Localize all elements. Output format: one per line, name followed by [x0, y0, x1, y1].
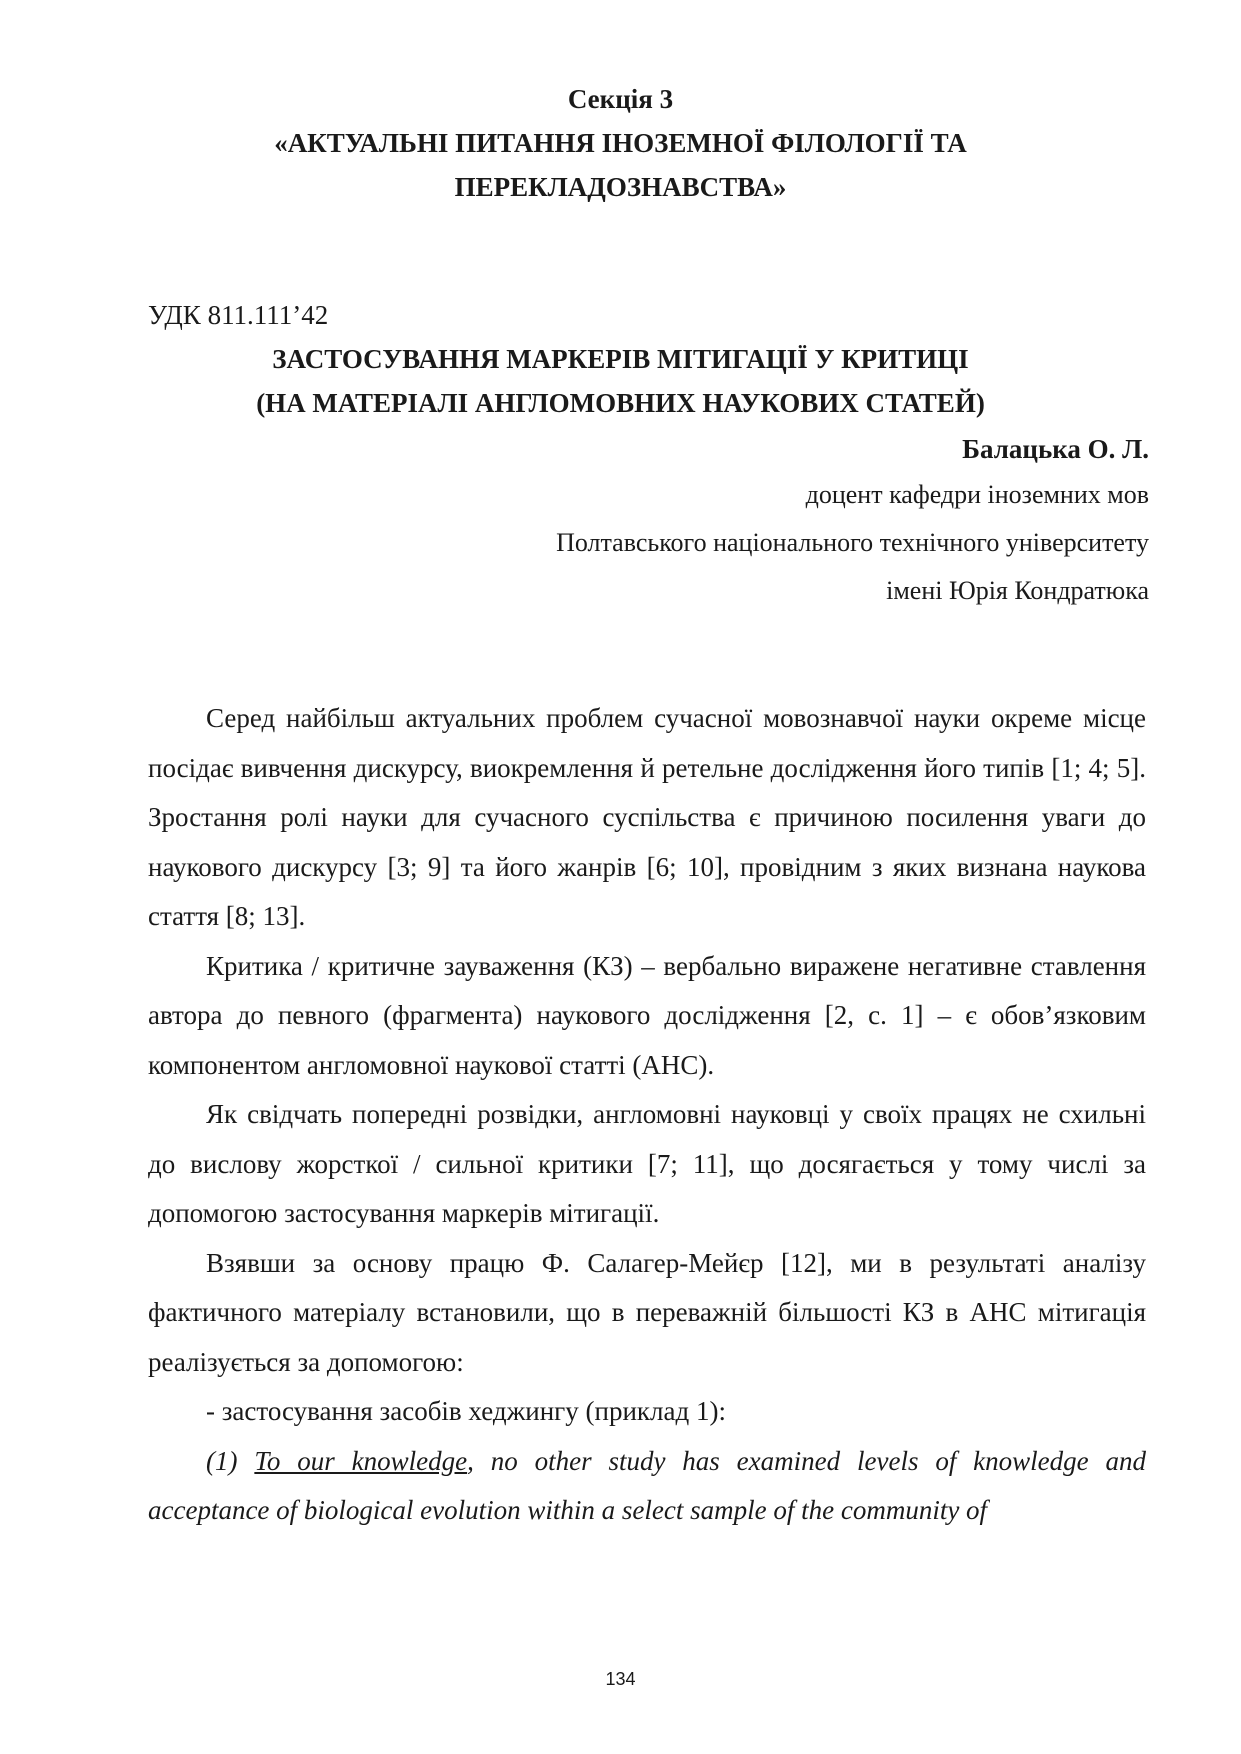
affiliation-line-2: Полтавського національного технічного університету — [556, 528, 1149, 557]
section-name-line-2: ПЕРЕКЛАДОЗНАВСТВА» — [454, 172, 787, 202]
example-1-marker: To our knowledge — [254, 1445, 468, 1476]
article-title-line-1: ЗАСТОСУВАННЯ МАРКЕРІВ МІТИГАЦІЇ У КРИТИЦІ — [272, 344, 969, 374]
example-1 — [148, 1437, 1146, 1536]
article-title-line-2: (НА МАТЕРІАЛІ АНГЛОМОВНИХ НАУКОВИХ СТАТЕЙ) — [256, 388, 985, 418]
paragraph-4: Взявши за основу працю Ф. Салагер-Мейєр [12], ми в результаті аналізу фактичного матеріалу встановили, що в переважній більшості КЗ в АНС мітигація реалізується за допомогою: — [148, 1247, 1146, 1377]
affiliation-line-3: імені Юрія Кондратюка — [886, 576, 1149, 605]
page-number: 134 — [605, 1669, 636, 1689]
paragraph-1: Серед найбільш актуальних проблем сучасної мовознавчої науки окреме місце посідає вивчення дискурсу, виокремлення й ретельне дослідження його типів [1; 4; 5]. Зростання ролі науки для сучасного суспільства є причиною посилення уваги до наукового дискурсу [3; 9] та його жанрів [6; 10], провідним з яких визнана наукова стаття [8; 13]. — [148, 703, 1146, 931]
example-1-number: (1) — [206, 1445, 255, 1476]
section-name-line-1: «АКТУАЛЬНІ ПИТАННЯ ІНОЗЕМНОЇ ФІЛОЛОГІЇ ТА — [274, 128, 967, 158]
author-name: Балацька О. Л. — [962, 434, 1149, 464]
paragraph-3: Як свідчать попередні розвідки, англомовні науковці у своїх працях не схильні до вислову жорсткої / сильної критики [7; 11], що досягається у тому числі за допомогою застосування маркерів мітигації. — [148, 1099, 1146, 1228]
affiliation-line-1: доцент кафедри іноземних мов — [805, 480, 1149, 509]
section-title: Секція 3 — [567, 84, 674, 114]
list-item-hedging: - застосування засобів хеджингу (приклад 1): — [206, 1396, 726, 1426]
paragraph-2: Критика / критичне зауваження (КЗ) – вербально виражене негативне ставлення автора до певного (фрагмента) наукового дослідження [2, с. 1] – є обов’язковим компонентом англомовної наукової статті (АНС). — [148, 950, 1146, 1080]
example-1-text: , no other study has examined levels of knowledge and acceptance of biological evolution within a select sample of the community of — [148, 1445, 1147, 1525]
udk-code: УДК 811.111’42 — [148, 300, 329, 330]
article-body — [148, 694, 1146, 1536]
